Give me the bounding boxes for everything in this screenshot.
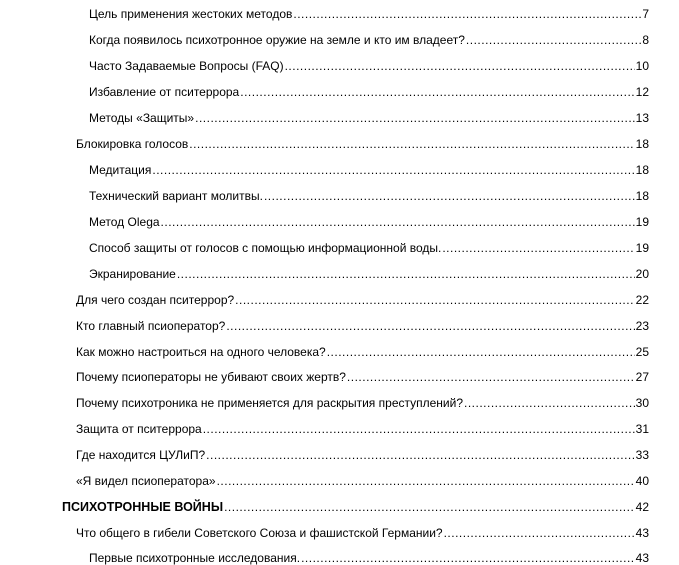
toc-entry-title: Когда появилось психотронное оружие на земле и кто им владеет? (89, 33, 465, 47)
toc-entry[interactable] (76, 416, 649, 436)
dot-leader (152, 163, 634, 177)
dot-leader (161, 215, 635, 229)
dot-leader (293, 7, 641, 21)
dot-leader (347, 370, 635, 384)
toc-entry-page: 30 (635, 396, 649, 410)
dot-leader (177, 267, 635, 281)
toc-entry-page: 19 (635, 241, 649, 255)
toc-entry[interactable] (76, 313, 649, 333)
toc-entry[interactable] (89, 105, 649, 125)
dot-leader (466, 33, 641, 47)
toc-entry[interactable] (76, 339, 649, 359)
dot-leader (189, 137, 634, 151)
toc-entry-title: Часто Задаваемые Вопросы (FAQ) (89, 59, 284, 73)
toc-entry-title: ПСИХОТРОННЫЕ ВОЙНЫ (62, 500, 224, 514)
toc-entry[interactable] (89, 79, 649, 99)
toc-entry-page: 13 (635, 111, 649, 125)
dot-leader (444, 526, 635, 540)
dot-leader (442, 241, 634, 255)
toc-entry-title: Где находится ЦУЛиП? (76, 448, 206, 462)
toc-entry[interactable] (89, 183, 649, 203)
toc-entry-title: Защита от пситеррора (76, 422, 202, 436)
toc-entry-page: 40 (635, 474, 649, 488)
toc-entry-page: 8 (642, 33, 649, 47)
toc-entry-title: Медитация (89, 163, 152, 177)
toc-entry-title: Экранирование (89, 267, 176, 281)
toc-entry-page: 10 (635, 59, 649, 73)
toc-entry[interactable] (76, 468, 649, 488)
toc-entry[interactable] (89, 545, 649, 565)
dot-leader (285, 59, 635, 73)
toc-entry[interactable] (89, 261, 649, 281)
toc-entry[interactable] (76, 442, 649, 462)
dot-leader (240, 85, 634, 99)
toc-entry-page: 25 (635, 345, 649, 359)
toc-entry-title: Избавление от пситеррора (89, 85, 240, 99)
toc-entry-page: 27 (635, 370, 649, 384)
toc-entry[interactable] (76, 287, 649, 307)
toc-entry-title: Способ защиты от голосов с помощью информационной воды. (89, 241, 442, 255)
toc-entry-page: 43 (635, 526, 649, 540)
toc-entry-title: Технический вариант молитвы. (89, 189, 263, 203)
toc-entry-title: Как можно настроиться на одного человека? (76, 345, 326, 359)
dot-leader (195, 111, 635, 125)
toc-entry[interactable] (89, 157, 649, 177)
toc-entry-title: Что общего в гибели Советского Союза и фашистской Германии? (76, 526, 443, 540)
toc-entry[interactable] (76, 131, 649, 151)
toc-entry-page: 20 (635, 267, 649, 281)
toc-entry[interactable] (76, 364, 649, 384)
toc-entry[interactable] (76, 520, 649, 540)
toc-entry-page: 43 (635, 551, 649, 565)
toc-entry-page: 19 (635, 215, 649, 229)
toc-entry-title: Для чего создан пситеррор? (76, 293, 235, 307)
dot-leader (327, 345, 635, 359)
toc-entry-title: Почему псиоператоры не убивают своих жертв? (76, 370, 346, 384)
toc-entry[interactable] (76, 390, 649, 410)
toc-entry[interactable] (89, 53, 649, 73)
toc-entry-title: Цель применения жестоких методов (89, 7, 293, 21)
toc-entry-page: 18 (635, 163, 649, 177)
toc-entry-chapter[interactable] (62, 494, 649, 514)
dot-leader (235, 293, 634, 307)
toc-entry-title: Методы «Защиты» (89, 111, 195, 125)
dot-leader (206, 448, 634, 462)
toc-entry-page: 22 (635, 293, 649, 307)
dot-leader (301, 551, 635, 565)
toc-entry-page: 12 (635, 85, 649, 99)
toc-entry[interactable] (89, 27, 649, 47)
dot-leader (217, 474, 635, 488)
toc-entry[interactable] (89, 1, 649, 21)
dot-leader (226, 319, 634, 333)
toc-entry-page: 42 (635, 500, 649, 514)
dot-leader (203, 422, 635, 436)
toc-entry[interactable] (89, 235, 649, 255)
toc-entry-title: Метод Olega (89, 215, 160, 229)
toc-entry-page: 23 (635, 319, 649, 333)
toc-entry-page: 33 (635, 448, 649, 462)
toc-entry-page: 31 (635, 422, 649, 436)
toc-entry-page: 18 (635, 137, 649, 151)
toc-entry-page: 18 (635, 189, 649, 203)
toc-entry-title: Почему психотроника не применяется для раскрытия преступлений? (76, 396, 463, 410)
toc-entry[interactable] (89, 209, 649, 229)
dot-leader (264, 189, 635, 203)
toc-entry-title: «Я видел псиоператора» (76, 474, 216, 488)
toc-entry-title: Блокировка голосов (76, 137, 189, 151)
dot-leader (464, 396, 635, 410)
toc-entry-title: Кто главный псиоператор? (76, 319, 226, 333)
toc-entry-page: 7 (642, 7, 649, 21)
toc-entry-title: Первые психотронные исследования. (89, 551, 301, 565)
dot-leader (224, 500, 635, 514)
